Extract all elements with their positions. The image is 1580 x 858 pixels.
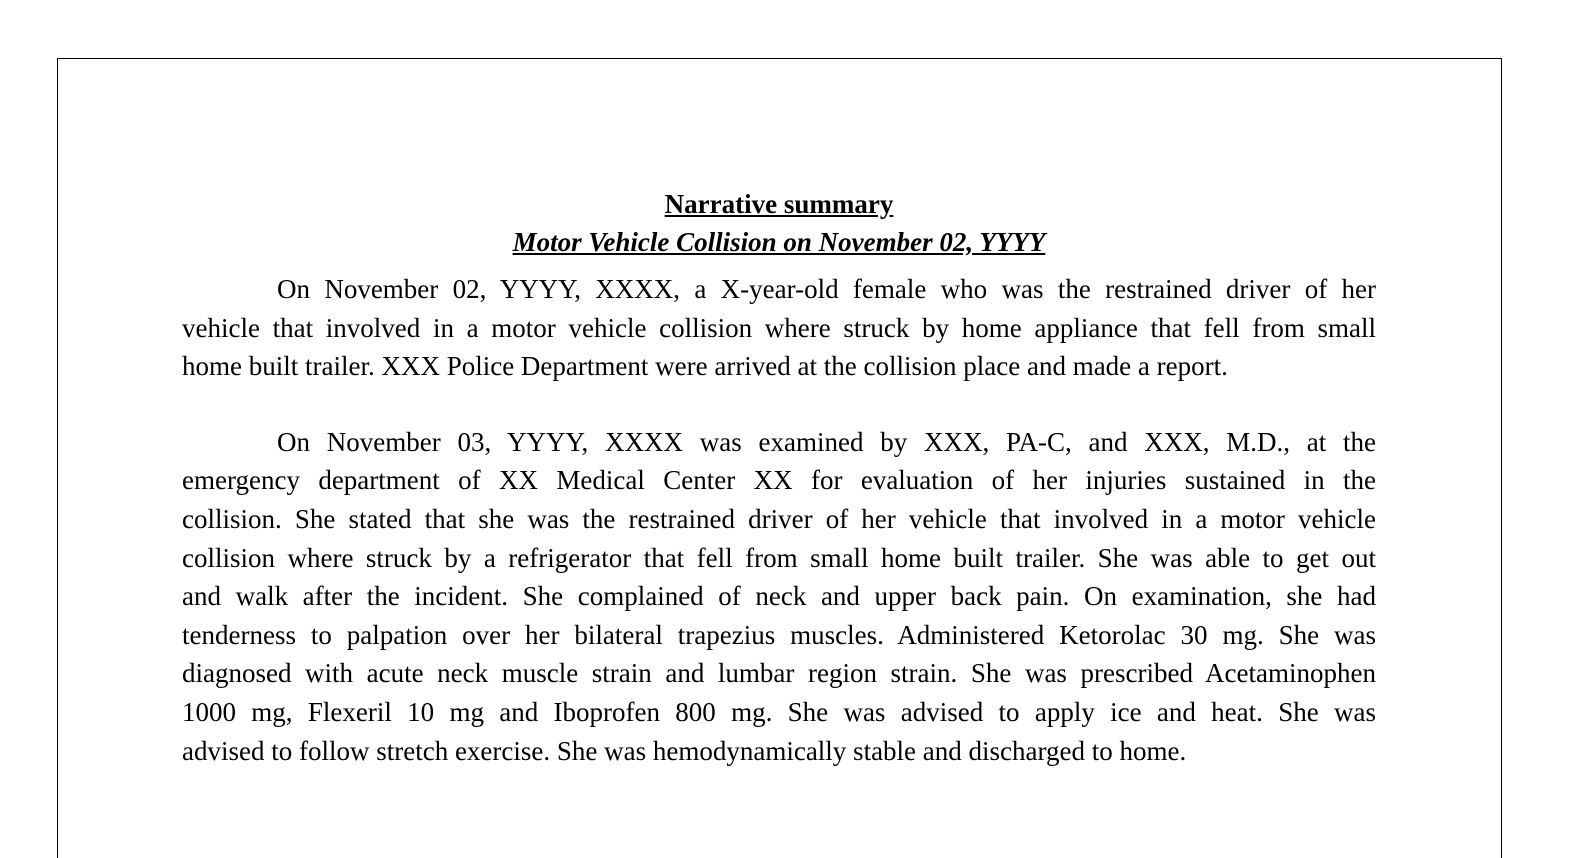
paragraph-2	[182, 423, 1376, 770]
paragraph-line: On November 03, YYYY, XXXX was examined by XXX, PA-C, and XXX, M.D., at the	[277, 426, 1376, 457]
paragraph-line: collision where struck by a refrigerator that fell from small home built trailer. She was able to get out	[182, 542, 1376, 573]
paragraph-line: emergency department of XX Medical Center XX for evaluation of her injuries sustained in the	[182, 465, 1376, 496]
paragraph-line: diagnosed with acute neck muscle strain and lumbar region strain. She was prescribed Acetaminophen	[182, 658, 1376, 689]
paragraph-line: and walk after the incident. She complained of neck and upper back pain. On examination, she had	[182, 581, 1376, 612]
paragraph-line: advised to follow stretch exercise. She was hemodynamically stable and discharged to home.	[182, 735, 1187, 766]
paragraph-line: tenderness to palpation over her bilateral trapezius muscles. Administered Ketorolac 30 mg. She was	[182, 619, 1376, 650]
paragraph-line: collision. She stated that she was the restrained driver of her vehicle that involved in a motor vehicle	[182, 503, 1376, 534]
paragraph-line: home built trailer. XXX Police Department were arrived at the collision place and made a report.	[182, 351, 1228, 382]
paragraph-line: On November 02, YYYY, XXXX, a X-year-old female who was the restrained driver of her	[277, 274, 1376, 304]
paragraph-1	[182, 270, 1376, 386]
document-title: Narrative summary	[664, 189, 894, 219]
document-content	[182, 185, 1376, 770]
document-subtitle: Motor Vehicle Collision on November 02, YYYY	[512, 227, 1046, 257]
paragraph-line: vehicle that involved in a motor vehicle collision where struck by home appliance that fell from small	[182, 312, 1376, 343]
paragraph-line: 1000 mg, Flexeril 10 mg and Iboprofen 800 mg. She was advised to apply ice and heat. She was	[182, 696, 1376, 727]
